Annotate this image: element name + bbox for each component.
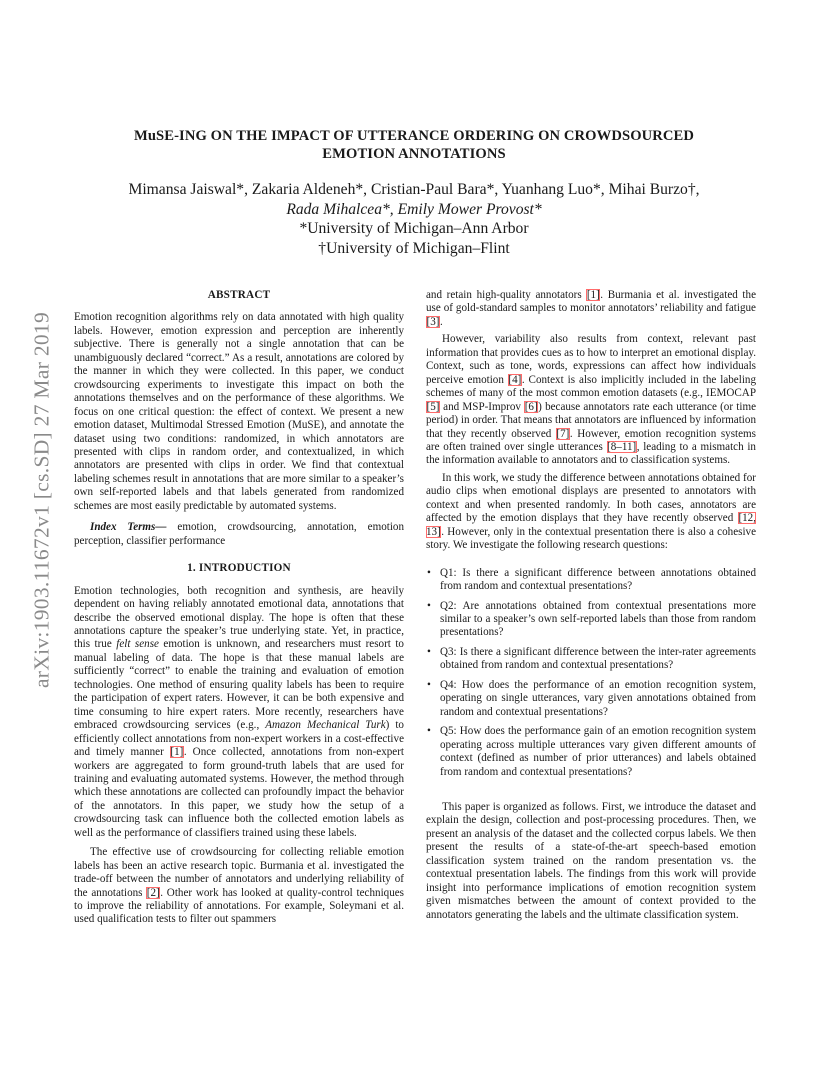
bullet-icon: •: [427, 645, 431, 658]
intro-paragraph-1: Emotion technologies, both recognition and synthesis, are heavily dependent on having reliably annotated emotional data, annotations that describe the observed emotional display. The hope is often that these annotations capture the speaker’s true underlying state. Yet, in practice, this true felt sense emotion is unknown, and researchers must resort to manual labeling of data. The hope is that these manual labels are sufficiently “correct” to enable the training and evaluation of emotion technologies. One method of ensuring quality labels has been to require the participation of expert raters. However, it can be both expensive and time consuming to hire expert raters. More recently, researchers have embraced crowdsourcing services (e.g., Amazon Mechanical Turk) to efficiently collect annotations from non-expert workers in a cost-effective and timely manner [1]. Once collected, annotations from non-expert workers are aggregated to form ground-truth labels that are used for training and evaluating automated systems. However, the method through which these annotations are collected can profoundly impact the behavior of the annotators. In this paper, we study how the setup of a crowdsourcing task can influence both the collected emotion labels as well as the performance of classifiers trained using these labels.: [74, 584, 405, 839]
paper-title: [60, 127, 768, 163]
citation-link[interactable]: [7]: [556, 427, 570, 440]
citation-link[interactable]: [3]: [426, 315, 440, 328]
arxiv-side-stamp: [22, 290, 62, 710]
index-terms-label: Index Terms—: [90, 521, 167, 534]
list-item: • Q5: How does the performance gain of an emotion recognition system operating across multiple utterances vary given different amounts of context (defined as number of prior utterances) and labels obtained from random and contextual presentations?: [427, 725, 756, 778]
title-line-2: EMOTION ANNOTATIONS: [322, 146, 506, 162]
arxiv-identifier: arXiv:1903.11672v1 [cs.SD] 27 Mar 2019: [29, 311, 54, 689]
citation-link[interactable]: [12, 13]: [426, 512, 756, 538]
left-column: [74, 289, 404, 927]
citation-link[interactable]: [8–11]: [607, 440, 637, 453]
index-terms-text: emotion, crowdsourcing, annotation, emotion perception, classifier performance: [74, 521, 404, 547]
citation-link[interactable]: [1]: [586, 289, 600, 301]
bullet-icon: •: [427, 566, 431, 579]
intro-paragraph-2-cont: and retain high-quality annotators [1]. Burmania et al. investigated the use of gold-standard samples to monitor annotators’ reliability and fatigue [3].: [426, 289, 756, 328]
affiliation-1: *University of Michigan–Ann Arbor: [299, 220, 529, 237]
intro-paragraph-5: This paper is organized as follows. First, we introduce the dataset and explain the design, collection and post-processing procedures. Then, we present an analysis of the dataset and the collected corpus labels. We then present the results of a state-of-the-art speech-based emotion classification system trained on the random presentation vs. the contextual presentation labels. The findings from this work will provide insight into performance implications of emotion recognition system given mismatches between the amount of context provided to the annotators generating the labels and the ultimate classification system.: [426, 800, 756, 921]
research-questions-list: [426, 567, 756, 779]
bullet-icon: •: [427, 725, 431, 738]
right-column: [426, 289, 756, 922]
citation-link[interactable]: [4]: [508, 373, 522, 386]
bullet-icon: •: [427, 599, 431, 612]
bullet-icon: •: [427, 678, 431, 691]
list-item: • Q3: Is there a significant difference between the inter-rater agreements obtained from random and contextual presentations?: [427, 645, 756, 672]
title-line-1: MuSE-ING ON THE IMPACT OF UTTERANCE ORDERING ON CROWDSOURCED: [133, 128, 695, 144]
intro-paragraph-2: The effective use of crowdsourcing for collecting reliable emotion labels has been an active research topic. Burmania et al. investigated the trade-off between the number of annotators and underlying reliability of the annotations [2]. Other work has looked at quality-control techniques to improve the reliability of annotations. For example, Soleymani et al. used qualification tests to filter out spammers: [74, 846, 404, 926]
author-block: [40, 180, 788, 258]
authors-line-1: Mimansa Jaiswal*, Zakaria Aldeneh*, Cristian-Paul Bara*, Yuanhang Luo*, Mihai Burzo†,: [128, 181, 700, 198]
citation-link[interactable]: [2]: [146, 886, 160, 899]
list-item: • Q1: Is there a significant difference between annotations obtained from random and contextual presentations?: [427, 566, 756, 593]
intro-paragraph-3: However, variability also results from context, relevant past information that provides cues as to how to interpret an emotional display. Context, such as tone, words, expressions can affect how individuals perceive emotion [4]. Context is also implicitly included in the labeling schemes of many of the most common emotion datasets (e.g., IEMOCAP [5] and MSP-Improv [6]) because annotators rate each utterance (or time period) in order. That means that annotators are influenced by information that they recently observed [7]. However, emotion recognition systems are often trained over single utterances [8–11], leading to a mismatch in the information available to annotators and to classification systems.: [426, 333, 756, 467]
list-item: • Q2: Are annotations obtained from contextual presentations more similar to a speaker’s own self-reported labels than those from random presentations?: [427, 599, 756, 639]
abstract-text: Emotion recognition algorithms rely on data annotated with high quality labels. However, emotion expression and perception are inherently subjective. There is generally not a single annotation that can be unambiguously declared “correct.” As a result, annotations are colored by the manner in which they were collected. In this paper, we conduct crowdsourcing experiments to investigate this impact on both the annotations themselves and on the performance of these algorithms. We focus on one critical question: the effect of context. We present a new emotion dataset, Multimodal Stressed Emotion (MuSE), and annotate the dataset using two conditions: randomized, in which annotators are presented with clips in random order, and contextualized, in which annotators are presented with clips in order. We find that contextual labeling schemes result in annotations that are more similar to a speaker’s own self-reported labels and that labels generated from randomized schemes are most easily predictable by automated systems.: [74, 311, 404, 512]
intro-paragraph-4: In this work, we study the difference between annotations obtained for audio clips when emotional displays are presented to annotators with context and when presented randomly. In both cases, annotators are affected by the emotion displays that they have recently observed [12, 13]. However, only in the contextual presentation there is also a cohesive story. We investigate the following research questions:: [426, 471, 756, 552]
citation-link[interactable]: [5]: [426, 400, 440, 413]
affiliation-2: †University of Michigan–Flint: [318, 239, 510, 257]
abstract-heading: ABSTRACT: [207, 289, 271, 301]
citation-link[interactable]: [6]: [524, 400, 538, 413]
citation-link[interactable]: [1]: [170, 746, 184, 759]
list-item: • Q4: How does the performance of an emotion recognition system, operating on single utterances, vary given annotations obtained from random and contextual presentations?: [427, 678, 756, 718]
authors-line-2: Rada Mihalcea*, Emily Mower Provost*: [286, 200, 542, 218]
introduction-heading: 1. INTRODUCTION: [187, 562, 291, 575]
index-terms: [74, 521, 404, 548]
